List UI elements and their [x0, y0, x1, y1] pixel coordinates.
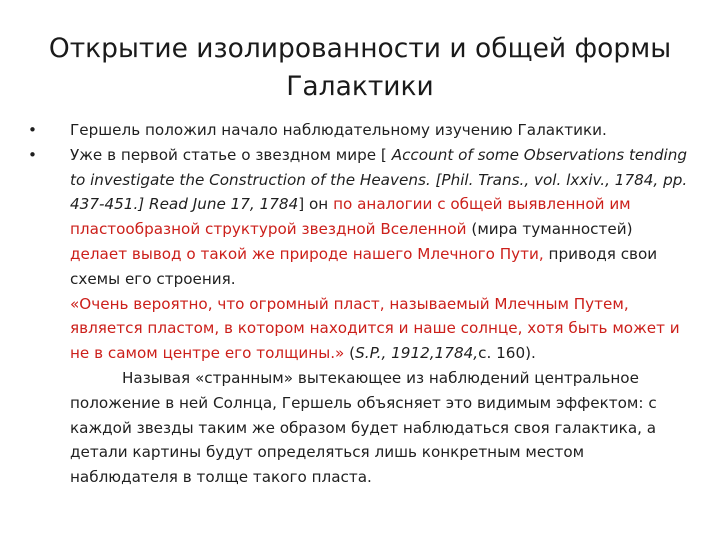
bullet-tail: приводя свои схемы его строения.	[70, 244, 658, 288]
quote-ref-italic: S.P., 1912,1784,	[355, 344, 479, 363]
slide-title	[40, 30, 680, 106]
bullet-icon: •	[28, 145, 37, 164]
bullet-icon: •	[28, 121, 37, 139]
bullet-item-2	[28, 143, 688, 292]
quote-ref-open: (	[344, 344, 356, 363]
quote-ref-page: с. 160	[478, 344, 526, 363]
title-line-2: Галактики	[286, 71, 434, 102]
bullet-text-1: Гершель положил начало наблюдательному изучению Галактики.	[70, 121, 607, 139]
citation-italic: Account of some Observations tending to investigate the Construction of the Heavens. [Phil. Trans., vol. lxxiv., 1784, pp. 437-451.] Read June 17, 1784	[70, 145, 688, 214]
slide-body	[28, 118, 688, 490]
title-line-1: Открытие изолированности и общей формы	[48, 33, 672, 64]
quote-paragraph	[28, 292, 688, 366]
after-citation: ] он	[298, 195, 334, 214]
red-phrase-conclusion: делает вывод о такой же природе нашего Млечного Пути,	[70, 244, 544, 263]
bullet-item-1	[28, 118, 688, 143]
quote-text: «Очень вероятно, что огромный пласт, называемый Млечным Путем, является пластом, в котором находится и наше солнце, хотя быть может и не в самом центре его толщины.»	[70, 294, 680, 363]
nebulae-aside: (мира туманностей)	[466, 220, 633, 239]
explanation-paragraph: Называя «странным» вытекающее из наблюдений центральное положение в ней Солнца, Гершель объясняет это видимым эффектом: с каждой звезды таким же образом будет наблюдаться своя галактика, а детали картины будут определяться лишь конкретным местом наблюдателя в толще такого пласта.	[70, 368, 657, 487]
bullet-lead: Уже в первой статье о звездном мире [	[70, 145, 392, 164]
quote-ref-close: ).	[525, 344, 536, 363]
red-phrase-analogy: по аналогии с общей выявленной им пластообразной структурой звездной Вселенной	[70, 195, 631, 239]
